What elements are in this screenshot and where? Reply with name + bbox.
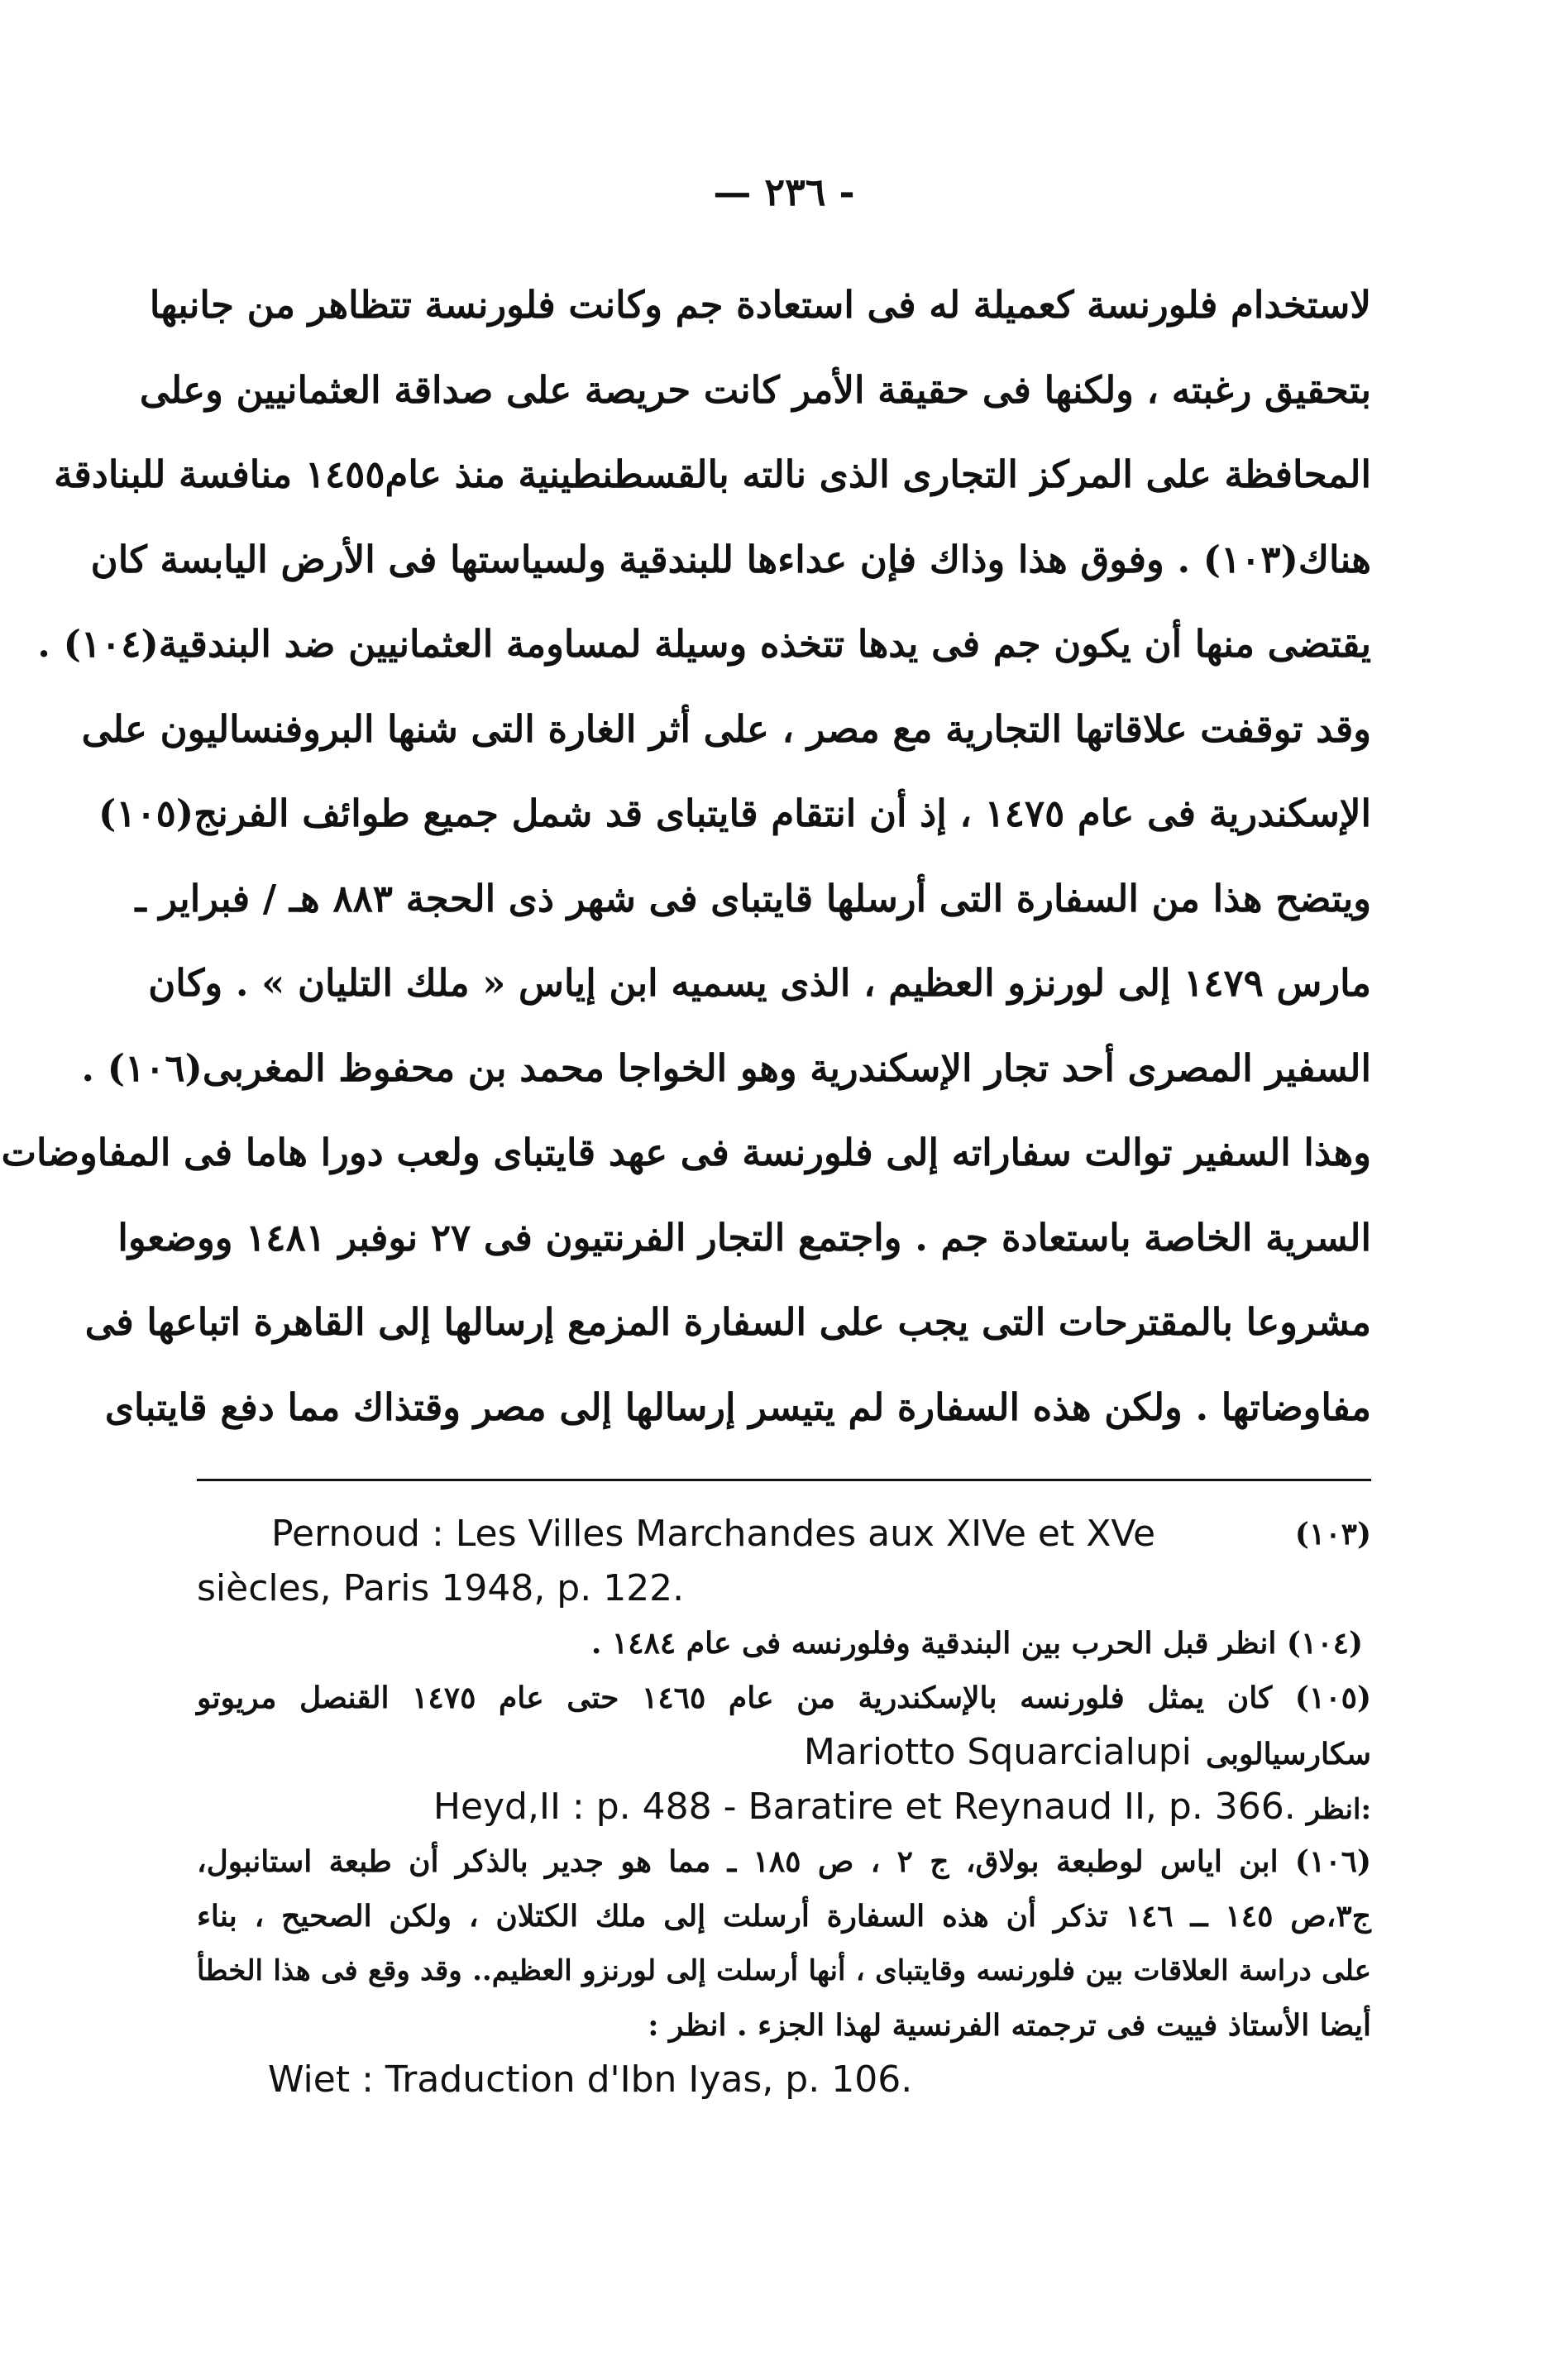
text-line: المحافظة على المركز التجارى الذى نالته بالقسطنطينية منذ عام١٤٥٥ منافسة للبنادقة (54, 452, 1371, 496)
footnote-text: Pernoud : Les Villes Marchandes aux XIVe et XVe (271, 1513, 1156, 1555)
arabic-name: سكارسيالوبى (1206, 1737, 1371, 1772)
text-line: وقد توقفت علاقاتها التجارية مع مصر ، على أثر الغارة التى شنها البروفنساليون على (81, 706, 1371, 751)
footnote-106: (١٠٦) ابن اياس لوطبعة بولاق، ج ٢ ، ص ١٨٥ ـ مما هو جدير بالذكر أن طبعة استانبول، (197, 1844, 1371, 1879)
footnotes (197, 1507, 1371, 2107)
footnote-105-name (197, 1725, 1371, 1780)
latin-name: Mariotto Squarcialupi (803, 1731, 1192, 1773)
text-line: هناك(١٠٣) . وفوق هذا وذاك فإن عداءها للبندقية ولسياستها فى الأرض اليابسة كان (90, 537, 1371, 581)
footnote-106-line: على دراسة العلاقات بين فلورنسه وقايتباى ، أنها أرسلت إلى لورنزو العظيم.. وقد وقع فى هذا الخطأ (197, 1954, 1371, 1987)
footnote-105-reference (197, 1780, 1371, 1834)
text-line: ويتضح هذا من السفارة التى أرسلها قايتباى فى شهر ذى الحجة ٨٨٣ هـ / فبراير ـ (135, 876, 1371, 920)
footnote-separator (197, 1479, 1371, 1481)
text-line: مشروعا بالمقترحات التى يجب على السفارة المزمع إرسالها إلى القاهرة اتباعها فى (84, 1300, 1371, 1344)
footnote-number: (١٠٣) (1294, 1517, 1371, 1552)
footnote-106-line: ج٣،ص ١٤٥ ــ ١٤٦ تذكر أن هذه السفارة أرسلت إلى ملك الكتلان ، ولكن الصحيح ، بناء (197, 1899, 1371, 1934)
text-line: مارس ١٤٧٩ إلى لورنزو العظيم ، الذى يسميه ابن إياس « ملك التليان » . وكان (148, 961, 1371, 1005)
page-number: — ٢٣٦ - (713, 170, 855, 214)
reference-text: Heyd,II : p. 488 - Baratire et Reynaud II, p. 366. (433, 1786, 1296, 1828)
main-text (1, 263, 1371, 1450)
text-line: يقتضى منها أن يكون جم فى يدها تتخذه وسيلة لمساومة العثمانيين ضد البندقية(١٠٤) . (37, 622, 1371, 666)
text-line: لاستخدام فلورنسة كعميلة له فى استعادة جم وكانت فلورنسة تتظاهر من جانبها (149, 283, 1371, 327)
footnote-103-continuation: siècles, Paris 1948, p. 122. (197, 1567, 685, 1609)
footnote-103 (197, 1507, 1371, 1561)
text-line: السفير المصرى أحد تجار الإسكندرية وهو الخواجا محمد بن محفوظ المغربى(١٠٦) . (81, 1045, 1371, 1090)
reference-label: انظر: (1306, 1793, 1371, 1826)
text-line: الإسكندرية فى عام ١٤٧٥ ، إذ أن انتقام قايتباى قد شمل جميع طوائف الفرنج(١٠٥) (98, 791, 1371, 835)
footnote-104: (١٠٤) انظر قبل الحرب بين البندقية وفلورنسه فى عام ١٤٨٤ . (590, 1626, 1363, 1661)
text-line: وهذا السفير توالت سفاراته إلى فلورنسة فى عهد قايتباى ولعب دورا هاما فى المفاوضات (1, 1131, 1371, 1174)
text-line: مفاوضاتها . ولكن هذه السفارة لم يتيسر إرسالها إلى مصر وقتذاك مما دفع قايتباى (104, 1384, 1371, 1429)
footnote-106-line: أيضا الأستاذ فييت فى ترجمته الفرنسية لهذا الجزء . انظر : (648, 2008, 1371, 2043)
footnote-106-reference: Wiet : Traduction d'Ibn Iyas, p. 106. (268, 2058, 913, 2101)
text-line: بتحقيق رغبته ، ولكنها فى حقيقة الأمر كانت حريصة على صداقة العثمانيين وعلى (139, 367, 1371, 412)
footnote-105: (١٠٥) كان يمثل فلورنسه بالإسكندرية من عام ١٤٦٥ حتى عام ١٤٧٥ القنصل مريوتو (197, 1681, 1371, 1715)
text-line: السرية الخاصة باستعادة جم . واجتمع التجار الفرنتيون فى ٢٧ نوفبر ١٤٨١ ووضعوا (117, 1215, 1371, 1260)
